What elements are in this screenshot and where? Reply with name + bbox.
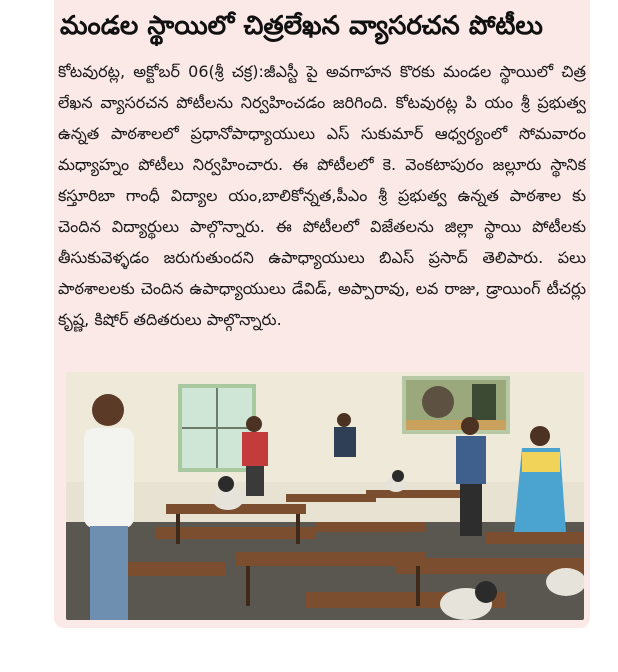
wall-poster — [402, 376, 510, 434]
article-headline: మండల స్థాయిలో చిత్రలేఖన వ్యాసరచన పోటీలు — [60, 11, 543, 41]
classroom-photo — [66, 372, 584, 620]
article-body: కోటవురట్ల, అక్టోబర్ 06(శ్రీ చక్ర):జీఎస్టీ పై అవగాహన కొరకు మండల స్థాయిలో చిత్ర లేఖన వ్యాసరచన పోటీలను నిర్వహించడం జరిగింది. కోటవురట్ల పి యం శ్రీ ప్రభుత్వ ఉన్నత పాఠశాలలో ప్రధానోపాధ్యాయులు ఎస్ సుకుమార్ ఆధ్వర్యంలో సోమవారం మధ్యాహ్నం పోటీలు నిర్వహించారు. ఈ పోటీలలో కె. వెంకటాపురం జల్లూరు స్థానిక కస్తూరిబా గాంధీ విద్యాల యం,బాలికోన్నత,పీఎం శ్రీ ప్రభుత్వ ఉన్నత పాఠశాల కు చెందిన విద్యార్థులు పాల్గొన్నారు. ఈ పోటీలలో విజేతలను జిల్లా స్థాయి పోటీలకు తీసుకువెళ్ళడం జరుగుతుందని ఉపాధ్యాయులు బిఎస్ ప్రసాద్ తెలిపారు. పలు పాఠశాలలకు చెందిన ఉపాధ్యాయులు డేవిడ్, అప్పారావు, లవ రాజు, డ్రాయింగ్ టీచర్లు కృష్ణ, కిషోర్ తదితరులు పాల్గొన్నారు. — [58, 62, 586, 329]
